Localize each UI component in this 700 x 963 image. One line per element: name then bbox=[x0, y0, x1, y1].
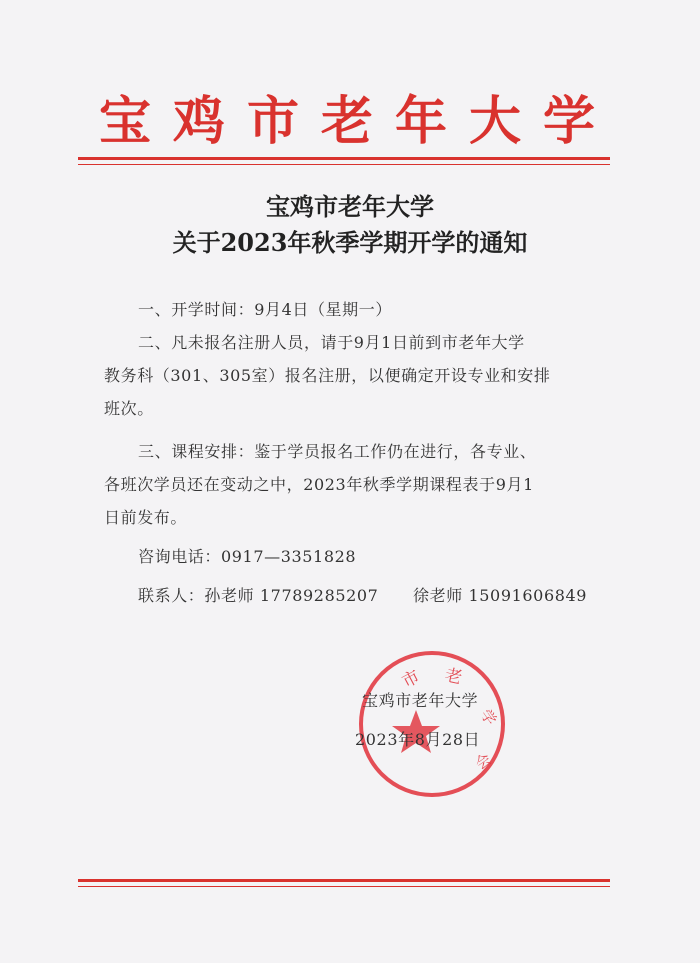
notice-body bbox=[104, 293, 604, 573]
footer-rule-thick bbox=[78, 879, 610, 882]
footer-rule-thin bbox=[78, 886, 610, 887]
svg-text:学: 学 bbox=[476, 705, 501, 729]
signature-org: 宝鸡市老年大学 bbox=[362, 691, 479, 710]
svg-text:会: 会 bbox=[471, 749, 495, 774]
item-3-line-2: 各班次学员还在变动之中，2023年秋季学期课程表于9月1 bbox=[104, 475, 534, 494]
item-2-line-2: 教务科（301、305室）报名注册，以便确定开设专业和安排 bbox=[104, 366, 551, 385]
item-3-line-1: 三、课程安排：鉴于学员报名工作仍在进行，各专业、 bbox=[138, 442, 537, 461]
item-2-line-1: 二、凡未报名注册人员，请于9月1日前到市老年大学 bbox=[138, 333, 525, 352]
svg-text:市: 市 bbox=[398, 666, 424, 693]
phone-line: 咨询电话：0917—3351828 bbox=[138, 547, 357, 566]
letterhead-rule-thick bbox=[78, 157, 610, 160]
item-2-line-3: 班次。 bbox=[104, 399, 154, 418]
official-seal-stamp bbox=[356, 648, 508, 800]
letterhead-rule-thin bbox=[78, 164, 610, 165]
contacts-row bbox=[138, 581, 608, 611]
notice-title-line2: 关于2023年秋季学期开学的通知 bbox=[172, 228, 528, 257]
letterhead-org-name: 宝鸡市老年大学 bbox=[98, 91, 617, 152]
contact-2: 徐老师 15091606849 bbox=[413, 586, 588, 605]
svg-text:老: 老 bbox=[442, 665, 464, 689]
contact-1: 联系人：孙老师 17789285207 bbox=[138, 586, 379, 605]
item-3-line-3: 日前发布。 bbox=[104, 508, 188, 527]
notice-title-line1: 宝鸡市老年大学 bbox=[266, 192, 434, 221]
item-1: 一、开学时间：9月4日（星期一） bbox=[138, 300, 392, 319]
signature-date: 2023年8月28日 bbox=[355, 730, 481, 749]
